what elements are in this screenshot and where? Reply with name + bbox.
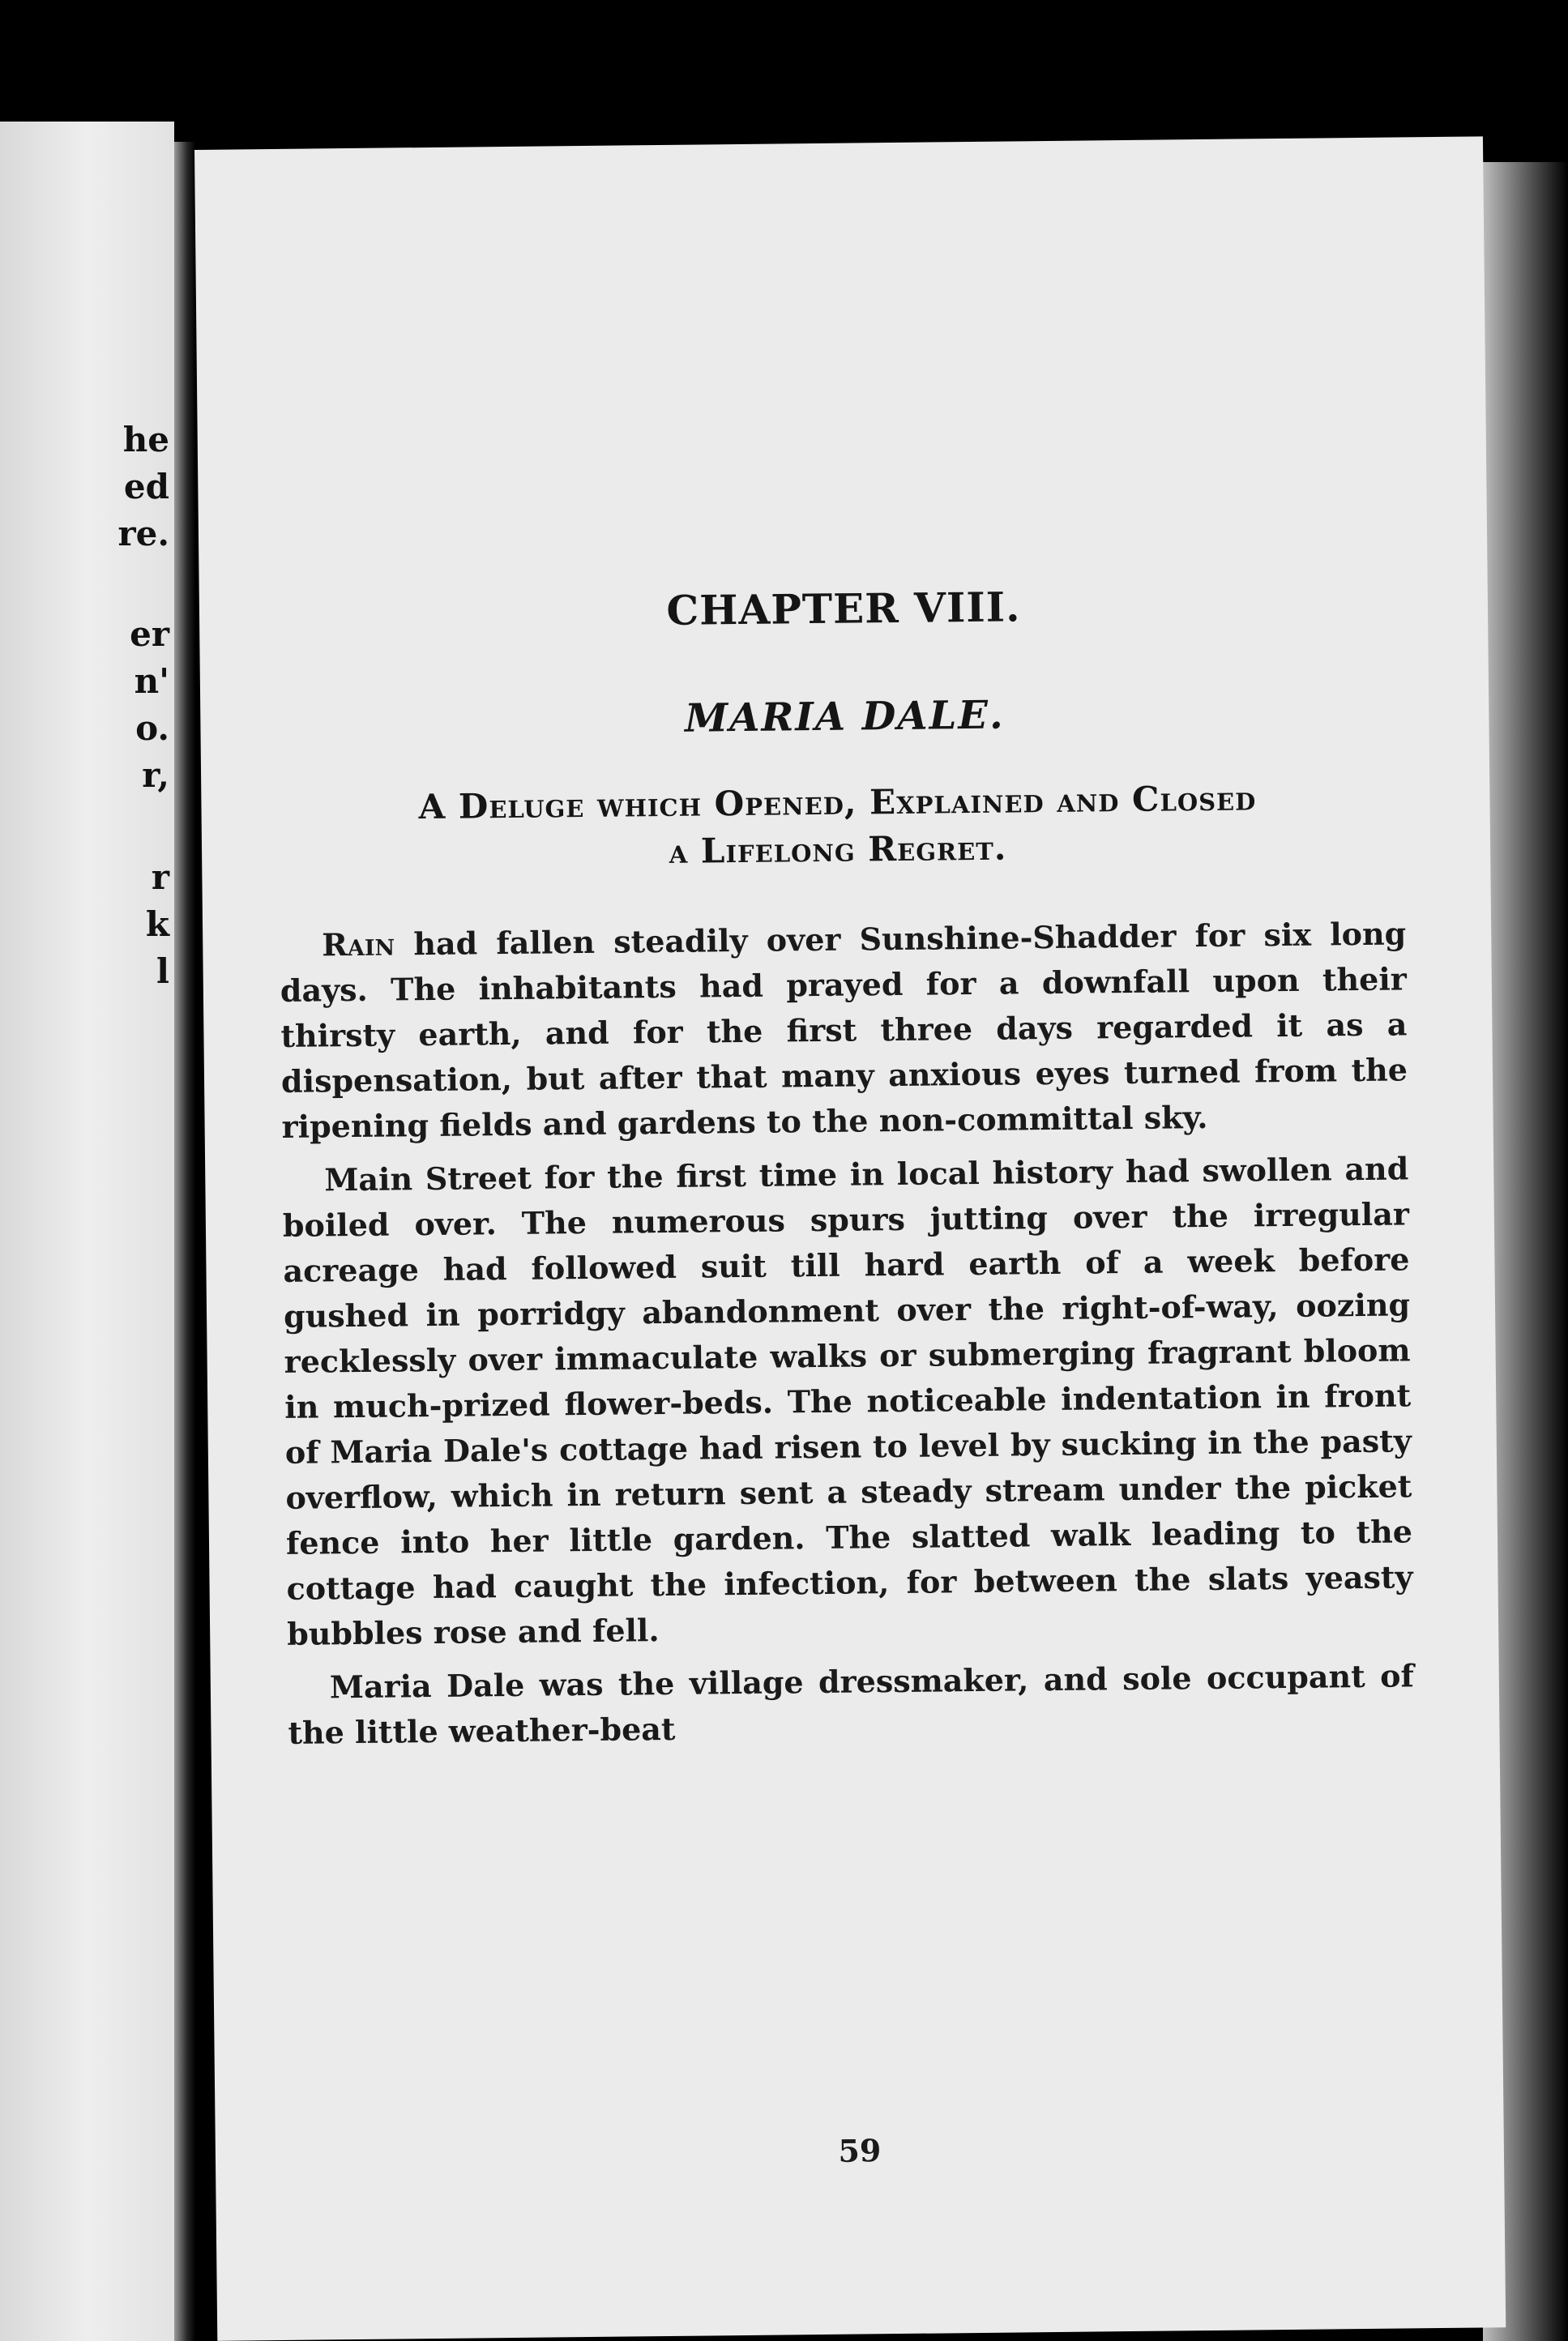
text-fragment: ed (123, 467, 169, 506)
book-gutter (174, 142, 195, 2341)
text-fragment: r (151, 857, 169, 897)
chapter-body (280, 911, 1415, 1763)
text-fragment: k (145, 904, 169, 944)
text-fragment: re. (117, 514, 169, 553)
chapter-number: CHAPTER VIII. (666, 583, 1021, 634)
text-fragment: r, (142, 755, 169, 795)
paragraph: Maria Dale was the village dressmaker, and sole occupant of the little weather-beat (288, 1657, 1415, 1751)
text-fragment: he (122, 420, 169, 459)
book-page (194, 136, 1506, 2341)
text-fragment: er (130, 614, 169, 654)
opening-word: Rain (322, 925, 395, 963)
chapter-title: MARIA DALE. (684, 692, 1005, 741)
text-fragment: o. (135, 708, 169, 748)
paragraph-text: had fallen steadily over Sunshine-Shadder for six long days. The inhabitants had prayed for a downfall upon their thirsty earth, and for the first three days regarded it as a dispensation, but after that many anxious eyes turned from the ripening fields and gardens to the non-committal sky. (280, 915, 1408, 1145)
paragraph: Main Street for the first time in local history had swollen and boiled over. The numerous spurs jutting over the irregular acreage had followed suit till hard earth of a week before gushed in porridgy abandonment over the right-of-way, oozing recklessly over immaculate walks or submerging fragrant bloom in much-prized flower-beds. The noticeable indentation in front of Maria Dale's cottage had risen to level by sucking in the pasty overflow, which in return sent a steady stream under the picket fence into her little garden. The slatted walk leading to the cottage had caught the infection, for between the slats yeasty bubbles rose and fell. (282, 1150, 1413, 1652)
text-fragment: l (156, 951, 169, 991)
previous-page-edge (0, 122, 174, 2341)
subtitle-line: A Deluge which Opened, Explained and Closed (418, 778, 1257, 827)
text-fragment: n' (134, 661, 169, 701)
subtitle-line: a Lifelong Regret. (669, 827, 1007, 871)
chapter-subtitle (290, 774, 1385, 879)
page-number: 59 (838, 2132, 882, 2169)
paragraph (280, 911, 1408, 1150)
